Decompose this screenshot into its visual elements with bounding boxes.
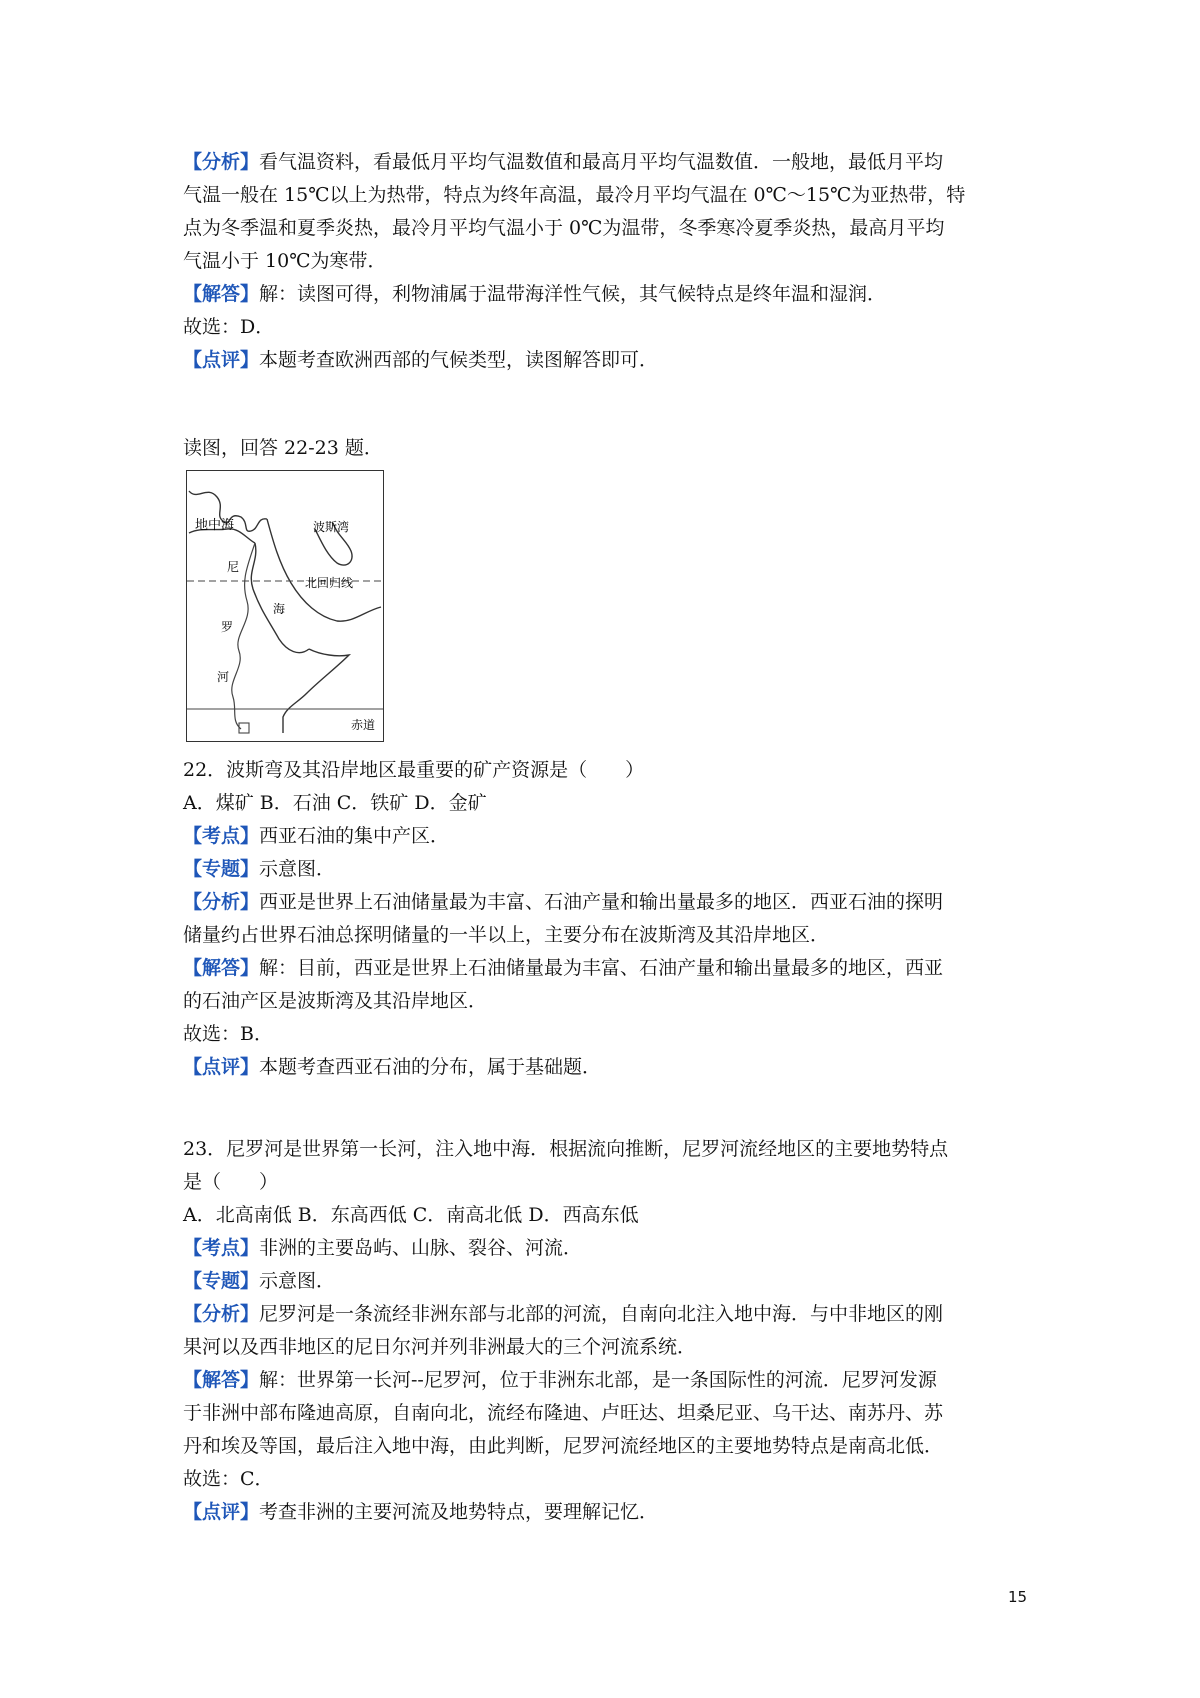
q23-kaodian-line [183, 1232, 1033, 1265]
label-equator: 赤道 [351, 718, 376, 732]
kaodian-tag: 【考点】 [183, 1237, 260, 1259]
label-persian-gulf: 波斯湾 [313, 520, 350, 534]
q22-answer-line: 的石油产区是波斯湾及其沿岸地区． [183, 990, 488, 1012]
answer-text: 解：世界第一长河--尼罗河，位于非洲东北部，是一条国际性的河流．尼罗河发源 [259, 1369, 937, 1391]
answer-tag: 【解答】 [183, 283, 260, 305]
choice-line: 故选：D． [183, 316, 275, 338]
kaodian-tag: 【考点】 [183, 825, 260, 847]
q23-analysis-line [183, 1298, 1033, 1331]
comment-text: 本题考查西亚石油的分布，属于基础题． [259, 1056, 602, 1078]
q23-analysis-line: 果河以及西非地区的尼日尔河并列非洲最大的三个河流系统． [183, 1336, 697, 1358]
zhuanti-text: 示意图． [259, 858, 336, 880]
answer-tag: 【解答】 [183, 1369, 260, 1391]
comment-tag: 【点评】 [183, 1056, 260, 1078]
comment-tag: 【点评】 [183, 349, 260, 371]
intro-line: 读图，回答 22-23 题． [183, 437, 383, 459]
analysis-tag: 【分析】 [183, 1303, 260, 1325]
q22-analysis-line: 储量约占世界石油总探明储量的一半以上，主要分布在波斯湾及其沿岸地区． [183, 924, 830, 946]
comment-text: 考查非洲的主要河流及地势特点，要理解记忆． [259, 1501, 659, 1523]
label-luo: 罗 [221, 620, 234, 634]
map-drawing [187, 471, 383, 741]
label-hai: 海 [273, 602, 286, 616]
zhuanti-tag: 【专题】 [183, 1270, 260, 1292]
analysis-line [183, 146, 1033, 179]
label-mediterranean: 地中海 [195, 518, 235, 533]
label-ni: 尼 [227, 560, 240, 574]
q23-question: 是（ ） [183, 1171, 279, 1193]
coastline-horn [283, 649, 349, 733]
zhuanti-tag: 【专题】 [183, 858, 260, 880]
analysis-tag: 【分析】 [183, 151, 260, 173]
q22-analysis-line [183, 886, 1033, 919]
comment-tag: 【点评】 [183, 1501, 260, 1523]
q23-comment-line [183, 1496, 1033, 1529]
analysis-line: 气温小于 10℃为寒带． [183, 250, 387, 272]
label-he: 河 [217, 670, 230, 684]
q23-choice: 故选：C． [183, 1468, 274, 1490]
q22-kaodian-line [183, 820, 1033, 853]
answer-text: 解：目前，西亚是世界上石油储量最为丰富、石油产量和输出量最多的地区，西亚 [259, 957, 944, 979]
comment-line [183, 344, 1033, 377]
label-tropic-of-cancer: 北回归线 [305, 576, 354, 590]
kaodian-text: 非洲的主要岛屿、山脉、裂谷、河流． [259, 1237, 583, 1259]
q22-comment-line [183, 1051, 1033, 1084]
analysis-text: 西亚是世界上石油储量最为丰富、石油产量和输出量最多的地区．西亚石油的探明 [259, 891, 944, 913]
answer-tag: 【解答】 [183, 957, 260, 979]
map-figure [186, 470, 384, 742]
analysis-text: 尼罗河是一条流经非洲东部与北部的河流，自南向北注入地中海．与中非地区的刚 [259, 1303, 944, 1325]
answer-text: 解：读图可得，利物浦属于温带海洋性气候，其气候特点是终年温和湿润． [259, 283, 887, 305]
kaodian-text: 西亚石油的集中产区． [259, 825, 450, 847]
q23-zhuanti-line [183, 1265, 1033, 1298]
q22-question: 22．波斯弯及其沿岸地区最重要的矿产资源是（ ） [183, 759, 645, 781]
zhuanti-text: 示意图． [259, 1270, 336, 1292]
q23-answer-line: 于非洲中部布隆迪高原，自南向北，流经布隆迪、卢旺达、坦桑尼亚、乌干达、南苏丹、苏 [183, 1402, 944, 1424]
page-number: 15 [1008, 1588, 1028, 1606]
analysis-text: 看气温资料，看最低月平均气温数值和最高月平均气温数值．一般地，最低月平均 [259, 151, 944, 173]
q23-question: 23．尼罗河是世界第一长河，注入地中海．根据流向推断，尼罗河流经地区的主要地势特点 [183, 1138, 949, 1160]
analysis-line: 气温一般在 15℃以上为热带，特点为终年高温，最冷月平均气温在 0℃～15℃为亚热带，特 [183, 184, 966, 206]
q23-options: A．北高南低 B．东高西低 C．南高北低 D．西高东低 [183, 1204, 639, 1226]
answer-line [183, 278, 1033, 311]
q22-choice: 故选：B． [183, 1023, 273, 1045]
q22-answer-line [183, 952, 1033, 985]
analysis-tag: 【分析】 [183, 891, 260, 913]
analysis-line: 点为冬季温和夏季炎热，最冷月平均气温小于 0℃为温带，冬季寒冷夏季炎热，最高月平均 [183, 217, 945, 239]
q22-options: A．煤矿 B．石油 C．铁矿 D．金矿 [183, 792, 487, 814]
q23-answer-line: 丹和埃及等国，最后注入地中海，由此判断，尼罗河流经地区的主要地势特点是南高北低． [183, 1435, 944, 1457]
comment-text: 本题考查欧洲西部的气候类型，读图解答即可． [259, 349, 659, 371]
q23-answer-line [183, 1364, 1033, 1397]
q22-zhuanti-line [183, 853, 1033, 886]
